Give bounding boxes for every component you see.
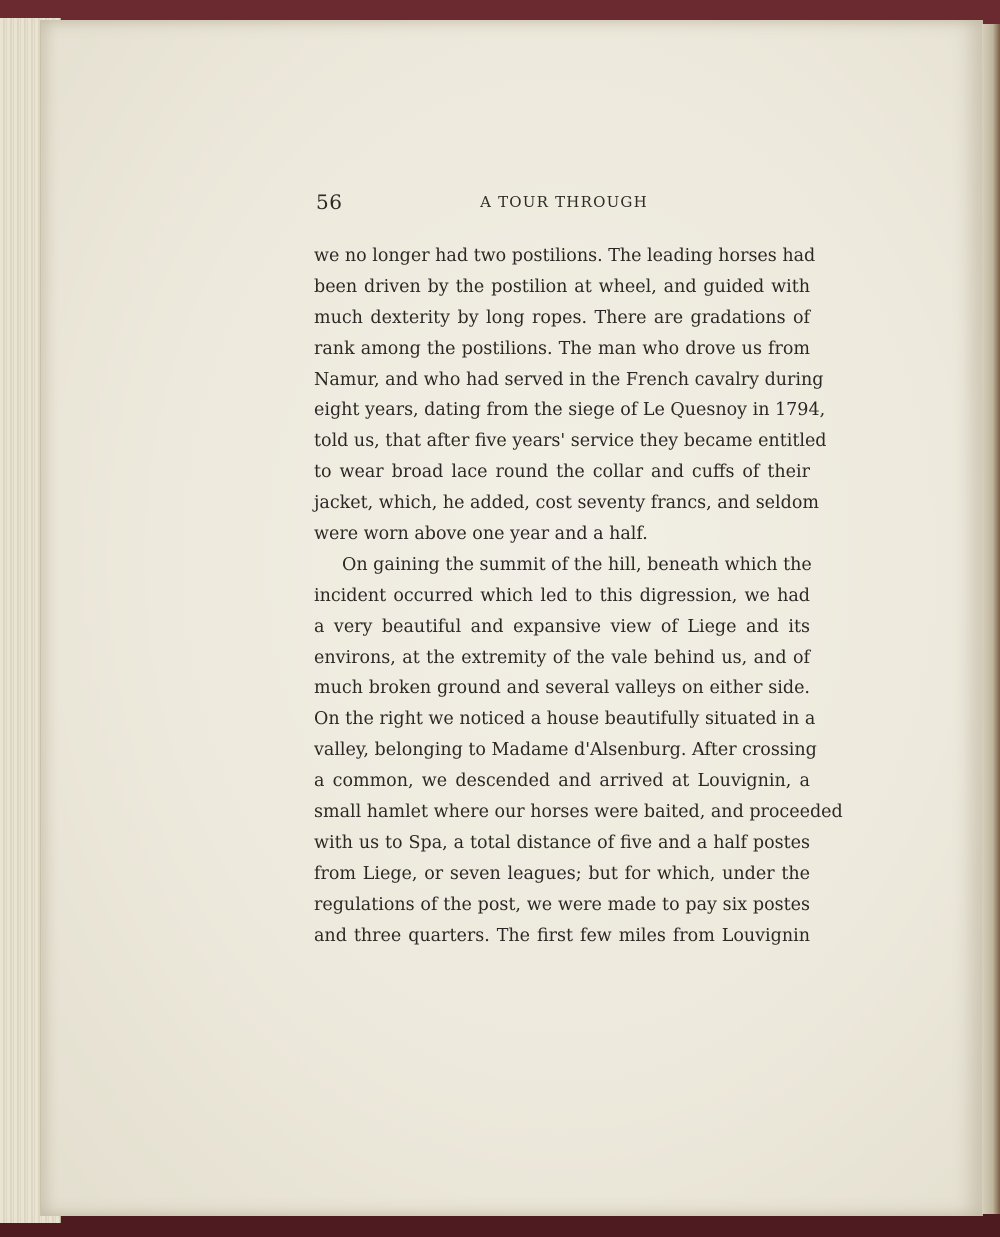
- text-line: much dexterity by long ropes. There are gradations of: [314, 307, 810, 328]
- text-line: and three quarters. The first few miles from Louvignin: [314, 925, 810, 946]
- paragraph: [314, 241, 827, 550]
- text-line: much broken ground and several valleys on either side.: [314, 678, 810, 699]
- text-line: rank among the postilions. The man who drove us from: [314, 338, 810, 359]
- text-line: environs, at the extremity of the vale behind us, and of: [314, 647, 810, 668]
- text-line: regulations of the post, we were made to pay six postes: [314, 894, 810, 915]
- text-line: incident occurred which led to this digression, we had: [314, 585, 810, 606]
- text-line: eight years, dating from the siege of Le Quesnoy in 1794,: [314, 400, 826, 421]
- text-line: valley, belonging to Madame d'Alsenburg. After crossing: [314, 740, 817, 761]
- text-line: with us to Spa, a total distance of five and a half postes: [314, 832, 810, 853]
- text-line: were worn above one year and a half.: [314, 524, 648, 545]
- text-line: to wear broad lace round the collar and cuffs of their: [314, 462, 810, 483]
- text-line: told us, that after five years' service they became entitled: [314, 431, 827, 452]
- text-line: Namur, and who had served in the French cavalry during: [314, 369, 824, 390]
- text-line: been driven by the postilion at wheel, and guided with: [314, 276, 810, 297]
- page-gutter-edge: [982, 24, 1000, 1214]
- page-number: 56: [316, 190, 343, 214]
- running-head: A TOUR THROUGH: [480, 193, 648, 211]
- page-header: [316, 190, 812, 224]
- body-text: [314, 241, 843, 951]
- paragraph: [314, 550, 843, 952]
- text-line: small hamlet where our horses were baited, and proceeded: [314, 802, 843, 823]
- text-line: we no longer had two postilions. The leading horses had: [314, 246, 816, 266]
- text-line: jacket, which, he added, cost seventy francs, and seldom: [314, 493, 819, 514]
- text-line: a very beautiful and expansive view of Liege and its: [314, 616, 810, 637]
- text-line: On gaining the summit of the hill, beneath which the: [342, 554, 812, 575]
- text-line: On the right we noticed a house beautifully situated in a: [314, 709, 816, 730]
- text-line: from Liege, or seven leagues; but for which, under the: [314, 863, 810, 884]
- text-line: a common, we descended and arrived at Louvignin, a: [314, 771, 810, 792]
